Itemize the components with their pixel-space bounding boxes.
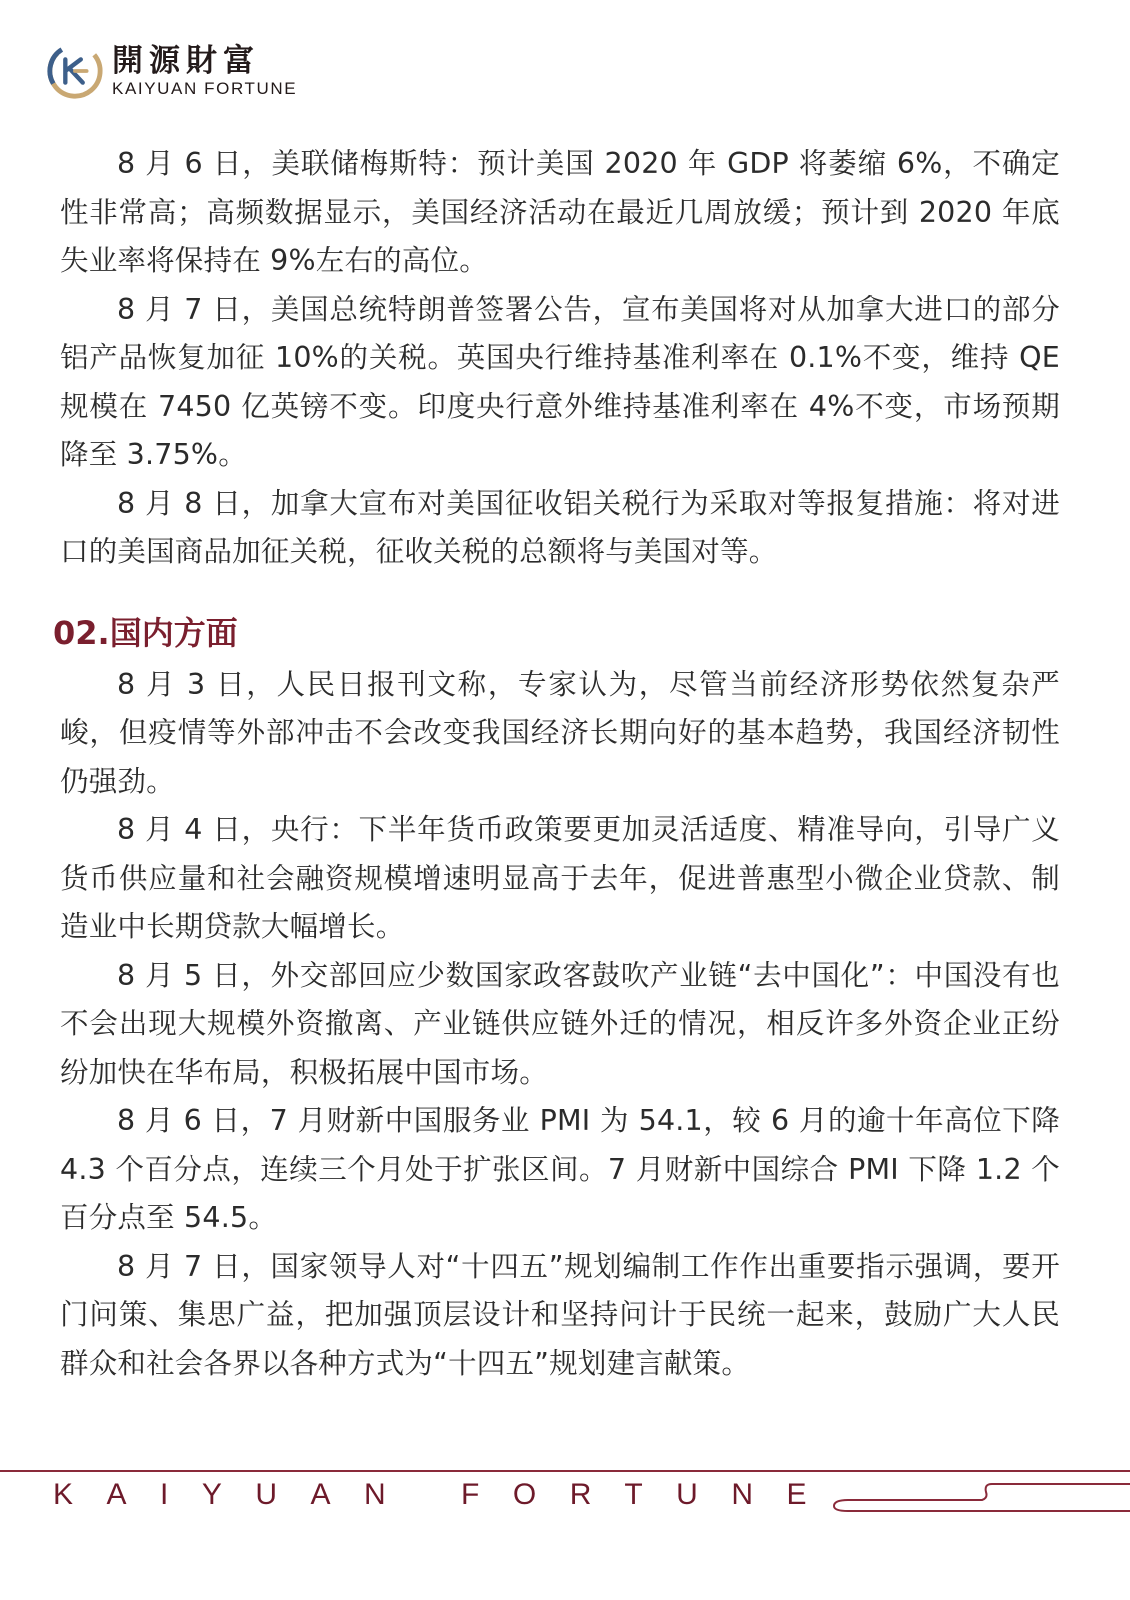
page-header bbox=[46, 38, 297, 104]
brand-block bbox=[112, 43, 297, 99]
paragraph: 8 月 4 日，央行：下半年货币政策要更加灵活适度、精准导向，引导广义货币供应量和社会融资规模增速明显高于去年，促进普惠型小微企业贷款、制造业中长期贷款大幅增长。 bbox=[60, 813, 1060, 943]
kaiyuan-logo-icon bbox=[46, 42, 104, 100]
paragraph: 8 月 5 日，外交部回应少数国家政客鼓吹产业链“去中国化”：中国没有也不会出现大规模外资撤离、产业链供应链外迁的情况，相反许多外资企业正纷纷加快在华布局，积极拓展中国市场。 bbox=[60, 958, 1060, 1089]
paragraph: 8 月 7 日，国家领导人对“十四五”规划编制工作作出重要指示强调，要开门问策、集思广益，把加强顶层设计和坚持问计于民统一起来，鼓励广大人民群众和社会各界以各种方式为“十四五”规划建言献策。 bbox=[60, 1249, 1060, 1380]
section-heading: 02.国内方面 bbox=[53, 613, 238, 652]
footer-pill-shape bbox=[832, 1482, 1130, 1512]
paragraph: 8 月 7 日，美国总统特朗普签署公告，宣布美国将对从加拿大进口的部分铝产品恢复加征 10%的关税。英国央行维持基准利率在 0.1%不变，维持 QE 规模在 7450 亿英镑不变。印度央行意外维持基准利率在 4%不变，市场预期降至 3.75%。 bbox=[60, 292, 1060, 471]
brand-english-name: KAIYUAN FORTUNE bbox=[112, 79, 298, 98]
paragraph: 8 月 6 日，美联储梅斯特：预计美国 2020 年 GDP 将萎缩 6%，不确定性非常高；高频数据显示，美国经济活动在最近几周放缓；预计到 2020 年底失业率将保持在 9%左右的高位。 bbox=[60, 147, 1060, 277]
paragraph: 8 月 6 日，7 月财新中国服务业 PMI 为 54.1，较 6 月的逾十年高位下降 4.3 个百分点，连续三个月处于扩张区间。7 月财新中国综合 PMI 下降 1.2 个百分点至 54.5。 bbox=[60, 1104, 1060, 1234]
brand-chinese-name: 開源財富 bbox=[112, 43, 260, 79]
paragraph: 8 月 8 日，加拿大宣布对美国征收铝关税行为采取对等报复措施：将对进口的美国商品加征关税，征收关税的总额将与美国对等。 bbox=[60, 486, 1060, 568]
article-body bbox=[53, 140, 1060, 1388]
footer-brand-text: KAIYUAN FORTUNE bbox=[53, 1478, 840, 1511]
footer-divider bbox=[0, 1470, 1130, 1472]
paragraph: 8 月 3 日，人民日报刊文称，专家认为，尽管当前经济形势依然复杂严峻，但疫情等外部冲击不会改变我国经济长期向好的基本趋势，我国经济韧性仍强劲。 bbox=[60, 667, 1060, 798]
